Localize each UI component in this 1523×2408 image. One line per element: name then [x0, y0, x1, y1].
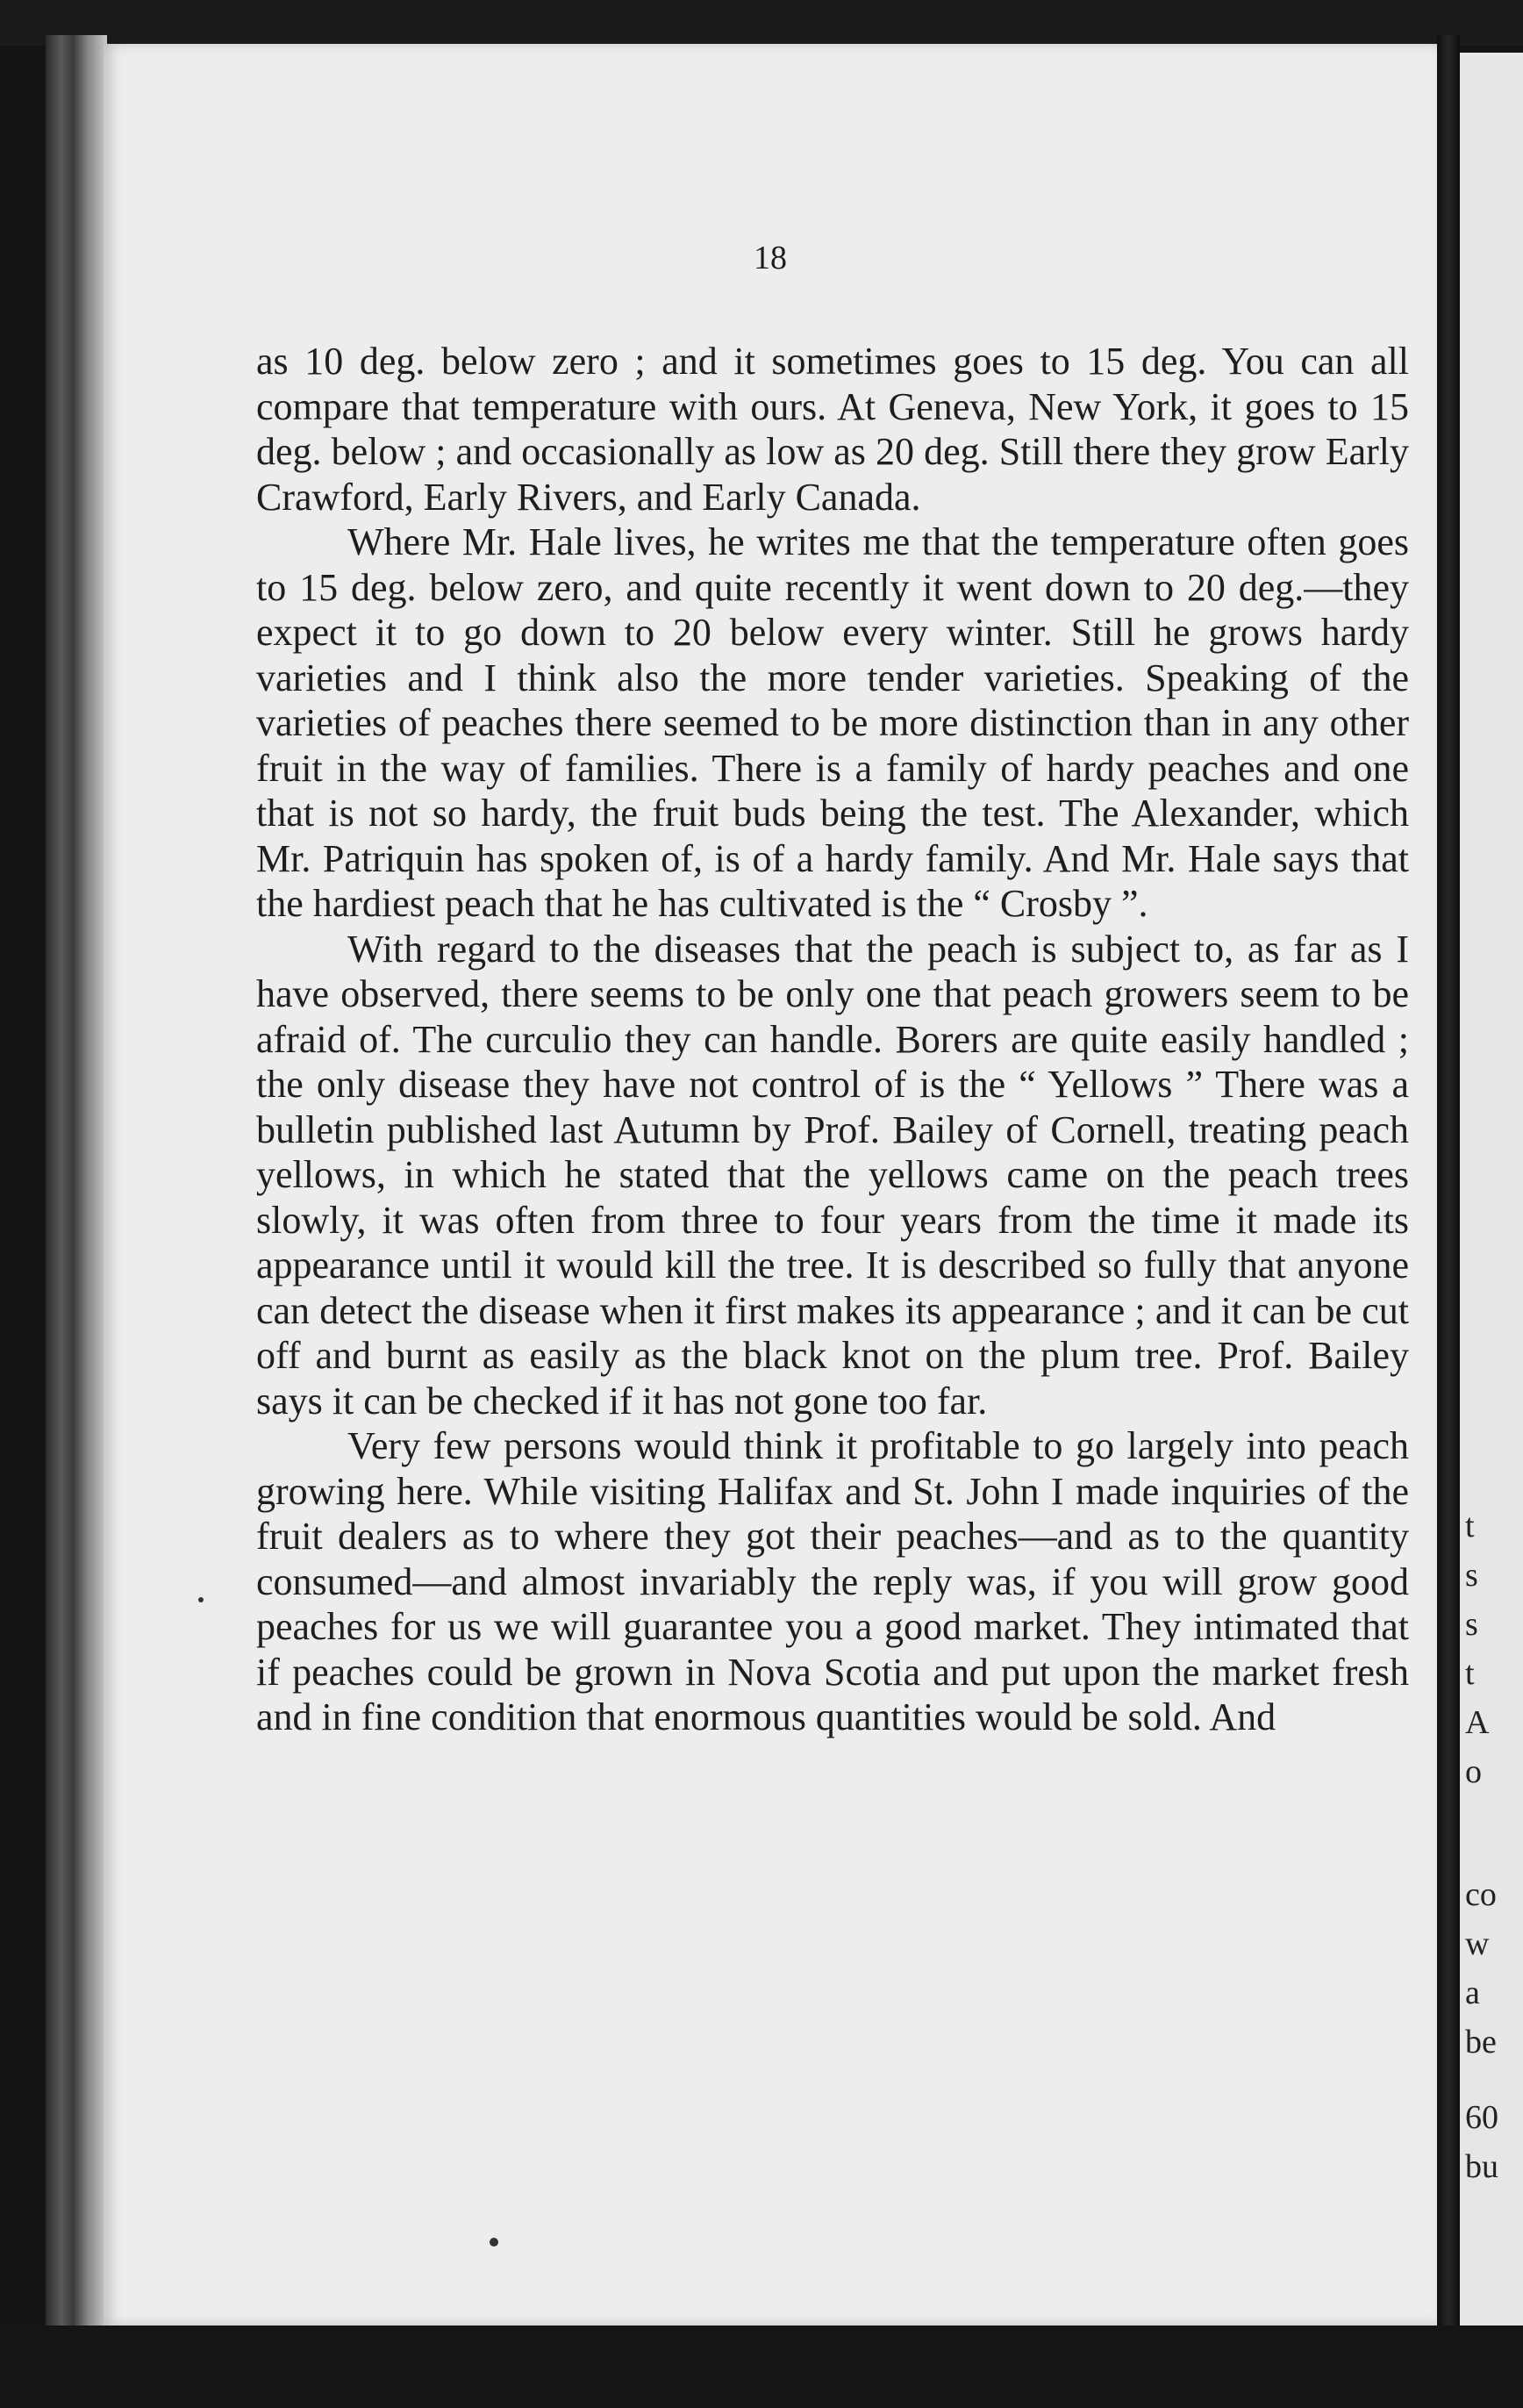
paragraph-1: as 10 deg. below zero ; and it sometimes goes to 15 deg. You can all compare that temperature with ours. At Geneva, New York, it goes to 15 deg. below ; and occasionally as low as 20 deg. Still there they grow Early Crawford, Early Rivers, and Early Canada. [256, 340, 1409, 519]
facing-page-edge [1460, 53, 1523, 2326]
facing-page-fragment: o [1465, 1753, 1482, 1790]
facing-page-fragment: s [1465, 1606, 1478, 1643]
page-body-text [256, 339, 1409, 1740]
scanner-border-top [0, 0, 1523, 46]
facing-page-fragment: s [1465, 1557, 1478, 1594]
facing-page-fragment: 60 [1465, 2099, 1498, 2136]
paragraph-4: Very few persons would think it profitable to go largely into peach growing here. While visiting Halifax and St. John I made inquiries of the fruit dealers as to where they got their peaches—and as to the quantity consumed—and almost invariably the reply was, if you will grow good peaches for us we will guarantee you a good market. They intimated that if peaches could be grown in Nova Scotia and put upon the market fresh and in fine condition that enormous quantities would be sold. And [256, 1424, 1409, 1738]
facing-page-fragment: bu [1465, 2148, 1498, 2185]
ink-speck [198, 1597, 204, 1602]
page-number: 18 [754, 240, 787, 276]
facing-page-fragment: t [1465, 1508, 1475, 1544]
page-gutter [1437, 35, 1460, 2343]
facing-page-fragment: co [1465, 1876, 1497, 1913]
book-spine [46, 35, 107, 2326]
facing-page-fragment: A [1465, 1704, 1490, 1741]
paragraph-2: Where Mr. Hale lives, he writes me that the temperature often goes to 15 deg. below zero, and quite recently it went down to 20 deg.—they expect it to go down to 20 below every winter. Still he grows hardy varieties and I think also the more tender varieties. Speaking of the varieties of peaches there seemed to be more distinction than in any other fruit in the way of families. There is a family of hardy peaches and one that is not so hardy, the fruit buds being the test. The Alexander, which Mr. Patriquin has spoken of, is of a hardy family. And Mr. Hale says that the hardiest peach that he has cultivated is the “ Crosby ”. [256, 520, 1409, 925]
paragraph-3: With regard to the diseases that the peach is subject to, as far as I have observed, there seems to be only one that peach growers seem to be afraid of. The curculio they can handle. Borers are quite easily handled ; the only disease they have not control of is the “ Yellows ” There was a bulletin published last Autumn by Prof. Bailey of Cornell, treating peach yellows, in which he stated that the yellows came on the peach trees slowly, it was often from three to four years from the time it made its appearance until it would kill the tree. It is described so fully that anyone can detect the disease when it first makes its appearance ; and it can be cut off and burnt as easily as the black knot on the plum tree. Prof. Bailey says it can be checked if it has not gone too far. [256, 927, 1409, 1423]
book-page [104, 44, 1437, 2326]
facing-page-fragment: w [1465, 1925, 1490, 1962]
facing-page-fragment: a [1465, 1974, 1480, 2011]
facing-page-fragment: t [1465, 1655, 1475, 1692]
scanner-border-bottom [0, 2326, 1523, 2408]
facing-page-fragment: be [1465, 2024, 1497, 2060]
ink-speck [490, 2238, 498, 2247]
